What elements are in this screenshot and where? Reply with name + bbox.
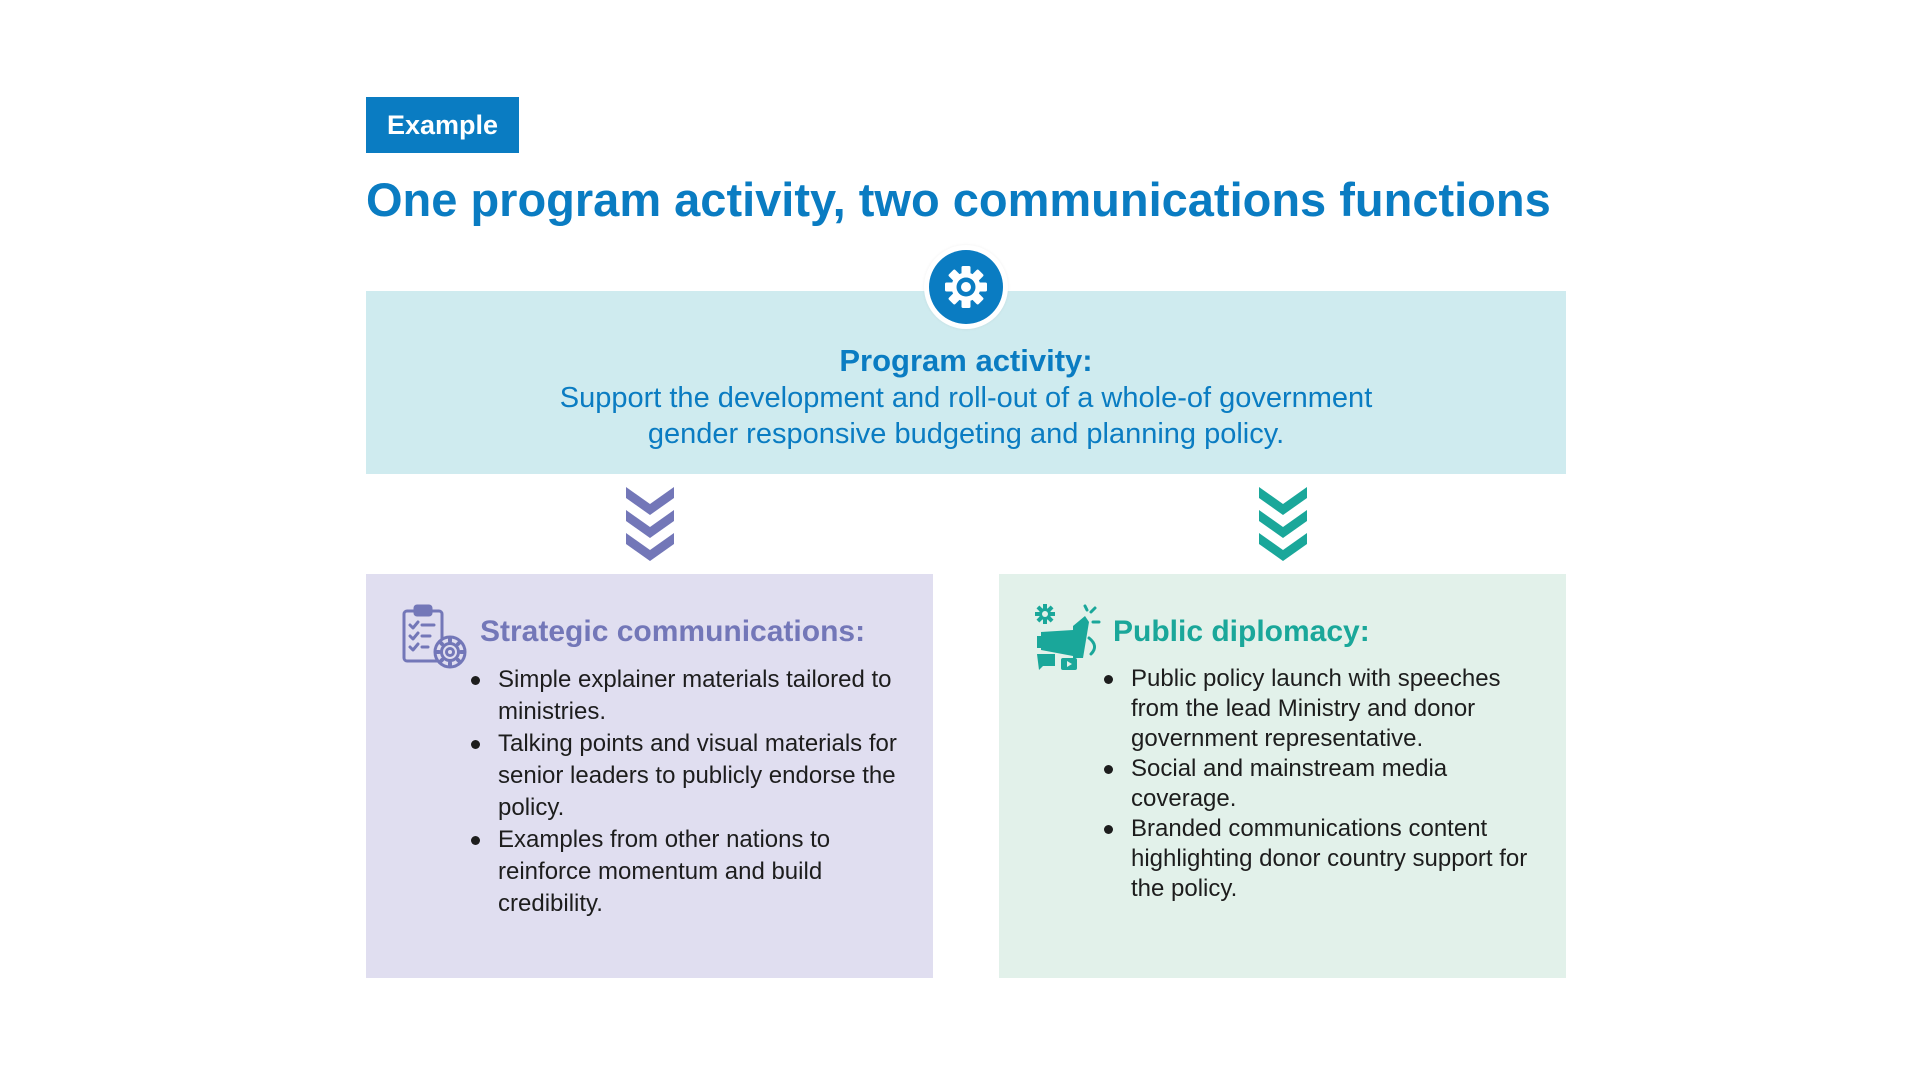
list-item: Talking points and visual materials for senior leaders to publicly endorse the policy. (498, 728, 898, 824)
program-activity-description (366, 380, 1566, 452)
program-description-line: gender responsive budgeting and planning policy. (647, 418, 1285, 450)
list-item: Public policy launch with speeches from the lead Ministry and donor government representative. (1131, 664, 1531, 754)
program-activity-heading: Program activity: (839, 343, 1093, 378)
strategic-communications-panel (366, 574, 933, 978)
strategic-communications-title: Strategic communications: (480, 615, 866, 648)
strategic-communications-list (498, 664, 898, 920)
list-item: Examples from other nations to reinforce momentum and build credibility. (498, 824, 898, 920)
list-item: Branded communications content highlighting donor country support for the policy. (1131, 814, 1531, 904)
megaphone-icon (1033, 602, 1103, 672)
public-diplomacy-panel (999, 574, 1566, 978)
chevron-down-icon (1259, 487, 1307, 563)
list-item: Social and mainstream media coverage. (1131, 754, 1531, 814)
list-item: Simple explainer materials tailored to ministries. (498, 664, 898, 728)
program-description-line: Support the development and roll-out of a whole-of government (559, 382, 1373, 414)
checklist-gear-icon (400, 602, 470, 672)
page-title: One program activity, two communications functions (366, 173, 1551, 226)
program-activity-text (366, 343, 1566, 452)
public-diplomacy-title: Public diplomacy: (1113, 615, 1370, 648)
gear-icon (924, 245, 1008, 329)
example-badge (366, 97, 519, 153)
example-badge-label: Example (386, 109, 499, 140)
public-diplomacy-list (1131, 664, 1531, 904)
chevron-down-icon (626, 487, 674, 563)
